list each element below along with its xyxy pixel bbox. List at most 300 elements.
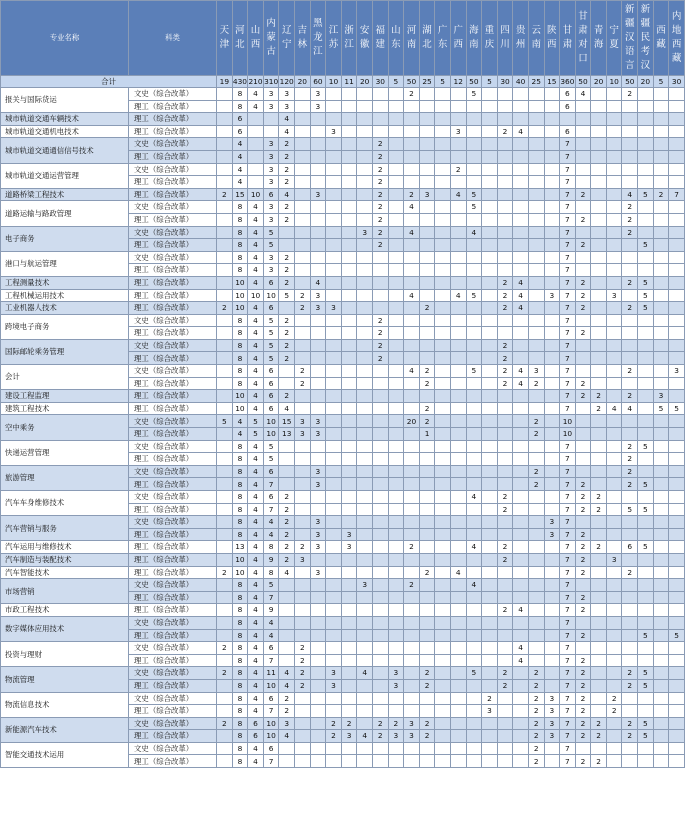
quota-cell: 10 xyxy=(232,302,248,315)
quota-cell xyxy=(404,503,420,516)
quota-cell xyxy=(669,163,685,176)
quota-cell xyxy=(606,503,622,516)
quota-cell xyxy=(450,742,466,755)
quota-cell xyxy=(326,692,342,705)
quota-cell xyxy=(217,251,233,264)
quota-cell: 7 xyxy=(669,188,685,201)
quota-cell xyxy=(482,314,498,327)
quota-cell: 8 xyxy=(232,579,248,592)
category-cell: 理工（综合改革） xyxy=(129,566,217,579)
quota-cell xyxy=(638,579,654,592)
quota-cell xyxy=(310,742,326,755)
quota-cell xyxy=(279,226,295,239)
quota-cell xyxy=(466,163,482,176)
total-cell: 30 xyxy=(669,76,685,88)
quota-cell: 7 xyxy=(560,591,576,604)
quota-cell xyxy=(419,453,435,466)
quota-cell xyxy=(326,138,342,151)
total-cell: 50 xyxy=(622,76,638,88)
quota-cell xyxy=(544,503,560,516)
quota-cell xyxy=(653,377,669,390)
quota-cell xyxy=(622,264,638,277)
quota-cell xyxy=(357,88,373,101)
quota-cell xyxy=(638,742,654,755)
quota-cell: 7 xyxy=(560,604,576,617)
quota-cell xyxy=(606,138,622,151)
quota-cell xyxy=(653,339,669,352)
quota-cell xyxy=(435,528,451,541)
quota-cell xyxy=(435,516,451,529)
quota-cell xyxy=(404,390,420,403)
quota-cell xyxy=(497,213,513,226)
quota-cell xyxy=(622,377,638,390)
quota-cell: 5 xyxy=(638,730,654,743)
category-cell: 理工（综合改革） xyxy=(129,125,217,138)
quota-cell xyxy=(388,541,404,554)
quota-cell: 3 xyxy=(310,478,326,491)
quota-cell xyxy=(217,201,233,214)
category-cell: 文史（综合改革） xyxy=(129,616,217,629)
header-province xyxy=(310,1,326,76)
quota-cell xyxy=(591,453,607,466)
quota-cell xyxy=(279,453,295,466)
quota-cell xyxy=(404,100,420,113)
quota-cell xyxy=(482,201,498,214)
quota-cell: 5 xyxy=(638,478,654,491)
quota-cell: 2 xyxy=(497,667,513,680)
quota-cell xyxy=(372,679,388,692)
quota-cell xyxy=(217,755,233,768)
quota-cell xyxy=(575,642,591,655)
quota-cell xyxy=(326,339,342,352)
quota-cell: 2 xyxy=(497,491,513,504)
quota-cell xyxy=(263,125,279,138)
quota-cell xyxy=(466,679,482,692)
header-province-label: 内蒙古 xyxy=(266,18,276,57)
quota-cell: 4 xyxy=(232,138,248,151)
quota-cell xyxy=(450,213,466,226)
quota-cell xyxy=(669,478,685,491)
quota-cell xyxy=(295,478,311,491)
quota-cell xyxy=(419,478,435,491)
quota-cell xyxy=(591,327,607,340)
quota-cell xyxy=(638,428,654,441)
quota-cell xyxy=(450,239,466,252)
quota-cell xyxy=(528,226,544,239)
quota-cell: 3 xyxy=(341,528,357,541)
quota-cell xyxy=(295,314,311,327)
quota-cell xyxy=(482,667,498,680)
table-row xyxy=(1,541,685,554)
quota-cell xyxy=(310,730,326,743)
quota-cell xyxy=(419,629,435,642)
quota-cell xyxy=(544,591,560,604)
quota-cell xyxy=(591,226,607,239)
quota-cell: 7 xyxy=(560,352,576,365)
quota-cell: 4 xyxy=(248,239,264,252)
quota-cell xyxy=(388,440,404,453)
quota-cell xyxy=(669,654,685,667)
quota-cell: 7 xyxy=(560,150,576,163)
quota-cell xyxy=(575,428,591,441)
quota-cell: 2 xyxy=(497,302,513,315)
quota-cell: 5 xyxy=(638,188,654,201)
quota-cell xyxy=(482,541,498,554)
category-cell: 理工（综合改革） xyxy=(129,276,217,289)
quota-cell: 8 xyxy=(232,629,248,642)
quota-cell xyxy=(341,503,357,516)
quota-cell xyxy=(435,428,451,441)
quota-cell xyxy=(591,528,607,541)
quota-cell: 10 xyxy=(232,566,248,579)
quota-cell xyxy=(591,201,607,214)
major-name: 城市轨道交通机电技术 xyxy=(1,125,129,138)
quota-cell: 2 xyxy=(497,339,513,352)
quota-cell xyxy=(544,402,560,415)
quota-cell xyxy=(466,276,482,289)
quota-cell xyxy=(669,705,685,718)
quota-cell xyxy=(310,402,326,415)
quota-cell xyxy=(357,390,373,403)
major-name: 旅游管理 xyxy=(1,465,129,490)
quota-cell xyxy=(217,491,233,504)
quota-cell xyxy=(466,629,482,642)
quota-cell: 3 xyxy=(310,465,326,478)
quota-cell: 7 xyxy=(560,188,576,201)
quota-cell xyxy=(653,553,669,566)
table-row xyxy=(1,516,685,529)
quota-cell xyxy=(606,516,622,529)
quota-cell xyxy=(341,327,357,340)
quota-cell xyxy=(606,226,622,239)
quota-cell xyxy=(295,251,311,264)
quota-cell xyxy=(217,163,233,176)
quota-cell xyxy=(295,213,311,226)
quota-cell xyxy=(217,138,233,151)
quota-cell: 4 xyxy=(248,629,264,642)
quota-cell: 6 xyxy=(248,730,264,743)
quota-cell: 2 xyxy=(497,503,513,516)
quota-cell xyxy=(310,377,326,390)
quota-cell xyxy=(482,717,498,730)
quota-cell xyxy=(497,616,513,629)
quota-cell xyxy=(575,742,591,755)
quota-cell xyxy=(622,113,638,126)
quota-cell xyxy=(357,100,373,113)
quota-cell xyxy=(450,730,466,743)
quota-cell xyxy=(575,176,591,189)
quota-cell xyxy=(497,692,513,705)
quota-cell xyxy=(622,528,638,541)
quota-cell: 2 xyxy=(497,365,513,378)
quota-cell: 7 xyxy=(560,705,576,718)
quota-cell xyxy=(372,440,388,453)
quota-cell xyxy=(513,251,529,264)
quota-cell xyxy=(435,289,451,302)
table-row xyxy=(1,742,685,755)
quota-cell xyxy=(513,113,529,126)
quota-cell xyxy=(669,692,685,705)
quota-cell xyxy=(450,113,466,126)
quota-cell: 2 xyxy=(217,642,233,655)
quota-cell xyxy=(372,365,388,378)
quota-cell: 5 xyxy=(263,327,279,340)
quota-cell: 4 xyxy=(513,289,529,302)
quota-cell xyxy=(357,566,373,579)
quota-cell xyxy=(606,239,622,252)
quota-cell xyxy=(513,150,529,163)
quota-cell xyxy=(310,579,326,592)
quota-cell xyxy=(326,742,342,755)
quota-cell xyxy=(419,579,435,592)
header-province-label: 新疆汉语言 xyxy=(625,4,635,71)
quota-cell xyxy=(295,138,311,151)
quota-cell xyxy=(450,491,466,504)
quota-cell: 2 xyxy=(419,377,435,390)
quota-cell xyxy=(653,755,669,768)
quota-cell: 4 xyxy=(404,226,420,239)
quota-cell xyxy=(466,616,482,629)
quota-cell: 2 xyxy=(622,679,638,692)
quota-cell: 6 xyxy=(263,390,279,403)
quota-cell xyxy=(450,365,466,378)
quota-cell xyxy=(388,226,404,239)
quota-cell xyxy=(435,541,451,554)
quota-cell: 8 xyxy=(232,314,248,327)
quota-cell xyxy=(591,113,607,126)
quota-cell xyxy=(357,616,373,629)
major-name: 工业机器人技术 xyxy=(1,302,129,315)
quota-cell xyxy=(372,629,388,642)
quota-cell: 10 xyxy=(560,415,576,428)
quota-cell: 3 xyxy=(326,679,342,692)
quota-cell: 4 xyxy=(279,125,295,138)
quota-cell xyxy=(466,150,482,163)
quota-cell xyxy=(419,465,435,478)
quota-cell xyxy=(450,276,466,289)
category-cell: 理工（综合改革） xyxy=(129,453,217,466)
quota-cell: 5 xyxy=(248,428,264,441)
quota-cell xyxy=(372,113,388,126)
quota-cell xyxy=(544,679,560,692)
quota-cell: 6 xyxy=(263,642,279,655)
quota-cell xyxy=(310,163,326,176)
quota-cell xyxy=(341,428,357,441)
quota-cell xyxy=(326,642,342,655)
quota-cell xyxy=(388,566,404,579)
quota-cell: 3 xyxy=(310,428,326,441)
quota-cell: 2 xyxy=(279,390,295,403)
quota-cell xyxy=(544,176,560,189)
quota-cell xyxy=(466,516,482,529)
quota-cell xyxy=(388,705,404,718)
quota-cell: 2 xyxy=(279,276,295,289)
quota-cell xyxy=(622,491,638,504)
quota-cell xyxy=(606,100,622,113)
header-province-label: 黑龙江 xyxy=(313,18,323,57)
quota-cell xyxy=(497,402,513,415)
quota-cell: 4 xyxy=(279,679,295,692)
quota-cell xyxy=(357,125,373,138)
quota-cell xyxy=(606,365,622,378)
quota-cell xyxy=(528,503,544,516)
quota-cell xyxy=(482,528,498,541)
quota-cell xyxy=(279,616,295,629)
quota-cell: 4 xyxy=(404,201,420,214)
major-name: 跨境电子商务 xyxy=(1,314,129,339)
major-name: 报关与国际货运 xyxy=(1,88,129,113)
quota-cell xyxy=(326,453,342,466)
quota-cell: 5 xyxy=(466,365,482,378)
quota-cell xyxy=(528,276,544,289)
quota-cell xyxy=(372,642,388,655)
quota-cell: 2 xyxy=(217,188,233,201)
quota-cell: 4 xyxy=(513,276,529,289)
quota-cell xyxy=(669,264,685,277)
quota-cell: 2 xyxy=(497,125,513,138)
quota-cell xyxy=(419,163,435,176)
quota-cell xyxy=(388,553,404,566)
quota-cell: 8 xyxy=(232,264,248,277)
quota-cell xyxy=(466,528,482,541)
quota-cell xyxy=(575,516,591,529)
quota-cell xyxy=(466,755,482,768)
major-name: 工程机械运用技术 xyxy=(1,289,129,302)
quota-cell xyxy=(295,327,311,340)
quota-cell xyxy=(622,591,638,604)
quota-cell xyxy=(575,138,591,151)
quota-cell xyxy=(435,642,451,655)
header-province-label: 内地西藏 xyxy=(671,11,682,64)
quota-cell xyxy=(404,138,420,151)
quota-cell xyxy=(404,239,420,252)
quota-cell xyxy=(466,302,482,315)
quota-cell xyxy=(466,113,482,126)
major-name: 建设工程监理 xyxy=(1,390,129,403)
quota-cell xyxy=(513,579,529,592)
quota-cell xyxy=(217,352,233,365)
quota-cell xyxy=(497,176,513,189)
quota-cell xyxy=(497,717,513,730)
total-cell: 19 xyxy=(217,76,233,88)
quota-cell xyxy=(497,629,513,642)
quota-cell: 2 xyxy=(528,679,544,692)
quota-cell: 7 xyxy=(560,692,576,705)
quota-cell: 10 xyxy=(263,428,279,441)
quota-cell xyxy=(388,465,404,478)
quota-cell xyxy=(404,667,420,680)
quota-cell: 2 xyxy=(575,239,591,252)
quota-cell: 4 xyxy=(575,88,591,101)
quota-cell xyxy=(217,553,233,566)
quota-cell xyxy=(653,365,669,378)
quota-cell: 4 xyxy=(232,176,248,189)
quota-cell: 2 xyxy=(419,415,435,428)
header-province-label: 云南 xyxy=(531,25,541,50)
quota-cell xyxy=(217,377,233,390)
quota-cell xyxy=(310,213,326,226)
quota-cell: 2 xyxy=(295,642,311,655)
quota-cell xyxy=(497,251,513,264)
quota-cell xyxy=(544,440,560,453)
quota-cell: 2 xyxy=(404,579,420,592)
quota-cell xyxy=(450,226,466,239)
header-province-label: 贵州 xyxy=(515,25,526,50)
quota-cell xyxy=(357,478,373,491)
quota-cell xyxy=(482,453,498,466)
quota-cell xyxy=(450,428,466,441)
quota-cell: 2 xyxy=(279,541,295,554)
quota-cell xyxy=(528,553,544,566)
quota-cell: 3 xyxy=(310,188,326,201)
quota-cell: 4 xyxy=(248,226,264,239)
header-province-label: 山西 xyxy=(250,25,261,50)
quota-cell xyxy=(404,616,420,629)
quota-cell xyxy=(622,125,638,138)
quota-cell xyxy=(591,100,607,113)
quota-cell xyxy=(528,352,544,365)
quota-cell xyxy=(669,302,685,315)
quota-cell: 2 xyxy=(575,390,591,403)
header-province-label: 青海 xyxy=(593,25,604,50)
header-province xyxy=(575,1,591,76)
quota-cell xyxy=(295,163,311,176)
total-cell: 30 xyxy=(372,76,388,88)
quota-cell xyxy=(638,465,654,478)
quota-cell: 2 xyxy=(419,566,435,579)
quota-cell xyxy=(326,352,342,365)
quota-cell xyxy=(575,440,591,453)
quota-cell xyxy=(653,264,669,277)
quota-cell: 3 xyxy=(544,289,560,302)
quota-cell xyxy=(435,113,451,126)
quota-cell: 2 xyxy=(575,213,591,226)
quota-cell xyxy=(638,377,654,390)
header-province-label: 海南 xyxy=(469,25,479,50)
quota-cell xyxy=(326,239,342,252)
quota-cell: 7 xyxy=(560,176,576,189)
quota-cell xyxy=(575,150,591,163)
quota-cell: 4 xyxy=(248,302,264,315)
quota-cell: 4 xyxy=(450,289,466,302)
quota-cell xyxy=(357,692,373,705)
quota-cell xyxy=(606,428,622,441)
quota-cell: 8 xyxy=(232,604,248,617)
quota-cell xyxy=(372,428,388,441)
quota-cell xyxy=(544,616,560,629)
quota-cell xyxy=(669,390,685,403)
quota-cell xyxy=(310,125,326,138)
quota-cell xyxy=(372,705,388,718)
quota-cell xyxy=(482,629,498,642)
quota-cell xyxy=(217,629,233,642)
major-name: 会计 xyxy=(1,365,129,390)
quota-cell: 4 xyxy=(248,553,264,566)
quota-cell xyxy=(372,415,388,428)
quota-cell xyxy=(638,566,654,579)
header-province-label: 西藏 xyxy=(656,25,666,50)
quota-cell: 4 xyxy=(248,528,264,541)
quota-cell xyxy=(217,692,233,705)
quota-cell: 10 xyxy=(263,289,279,302)
quota-cell: 3 xyxy=(404,730,420,743)
quota-cell xyxy=(528,163,544,176)
quota-cell: 2 xyxy=(575,276,591,289)
category-cell: 理工（综合改革） xyxy=(129,213,217,226)
quota-cell xyxy=(388,629,404,642)
quota-cell xyxy=(310,491,326,504)
header-province-label: 河南 xyxy=(406,25,417,50)
